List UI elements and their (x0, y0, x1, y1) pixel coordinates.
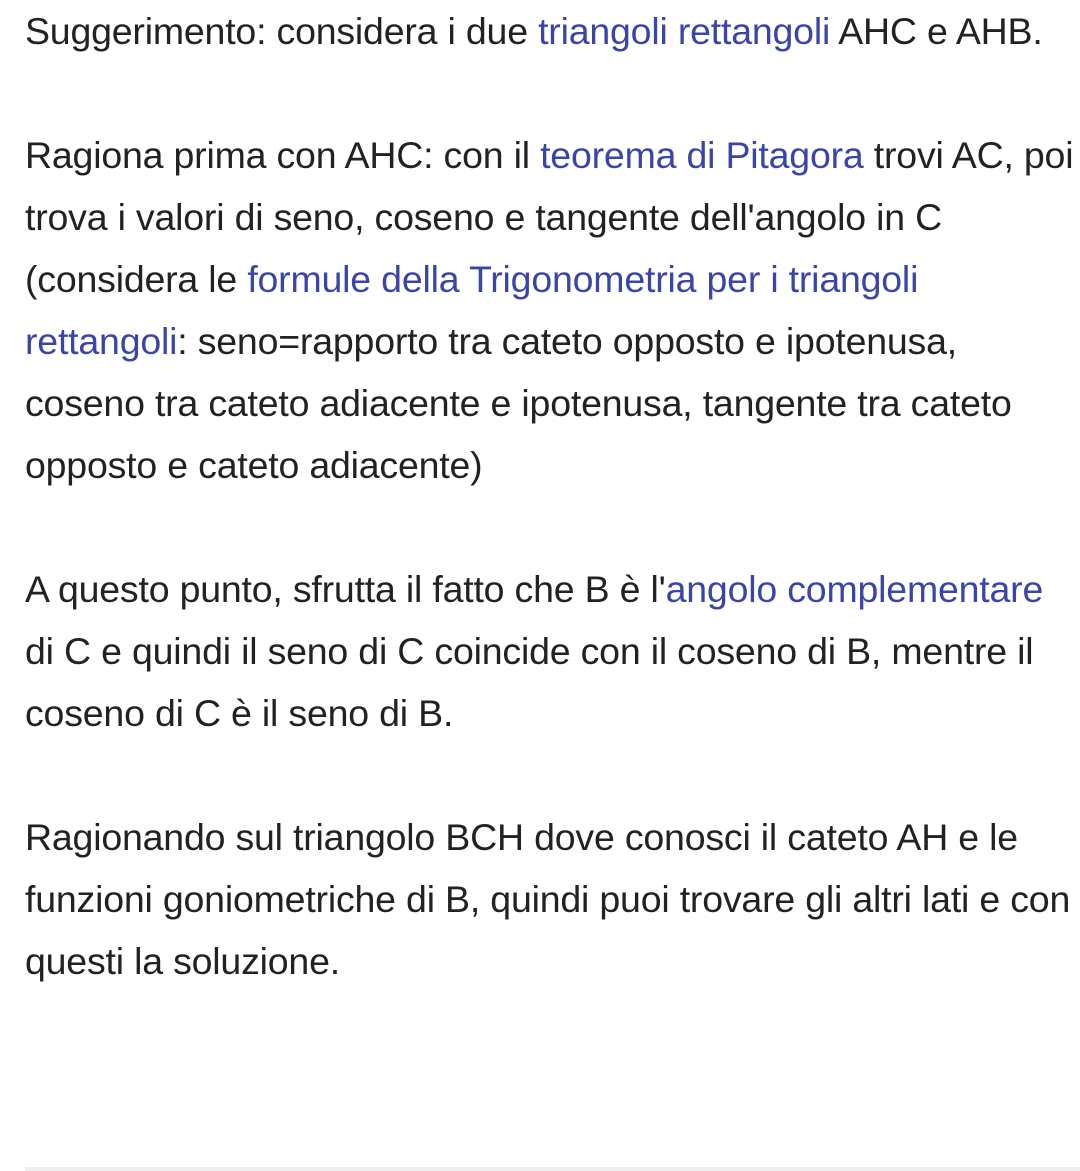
paragraph-ahc-reasoning (25, 124, 1077, 496)
paragraph-text: AHC e AHB. (830, 10, 1043, 52)
paragraph-text: : seno=rapporto tra cateto opposto e ipotenusa, coseno tra cateto adiacente e ipotenusa, tangente tra cateto opposto e cateto adiacente) (25, 320, 1012, 486)
paragraph-text: Suggerimento: considera i due (25, 10, 539, 52)
link-angolo-complementare[interactable]: angolo complementare (665, 568, 1044, 610)
link-teorema-di-pitagora[interactable]: teorema di Pitagora (540, 134, 864, 176)
paragraph-suggestion (25, 0, 1077, 62)
link-triangoli-rettangoli[interactable]: triangoli rettangoli (538, 10, 831, 52)
paragraph-text: A questo punto, sfrutta il fatto che B è l' (25, 568, 666, 610)
paragraph-text: Ragiona prima con AHC: con il (25, 134, 541, 176)
link-formule-trigonometria[interactable]: formule della Trigonometria per i triangoli rettangoli (25, 258, 919, 362)
paragraph-bch-conclusion (25, 806, 1077, 992)
paragraph-text: trovi AC, poi trova i valori di seno, coseno e tangente dell'angolo in C (considera le (25, 134, 1074, 300)
paragraph-complementary-angle (25, 558, 1077, 744)
bottom-divider (25, 1167, 1080, 1171)
paragraph-text: di C e quindi il seno di C coincide con il coseno di B, mentre il coseno di C è il seno di B. (25, 630, 1034, 734)
paragraph-text: Ragionando sul triangolo BCH dove conosci il cateto AH e le funzioni goniometriche di B, quindi puoi trovare gli altri lati e con questi la soluzione. (25, 816, 1071, 982)
answer-body (25, 0, 1077, 1054)
